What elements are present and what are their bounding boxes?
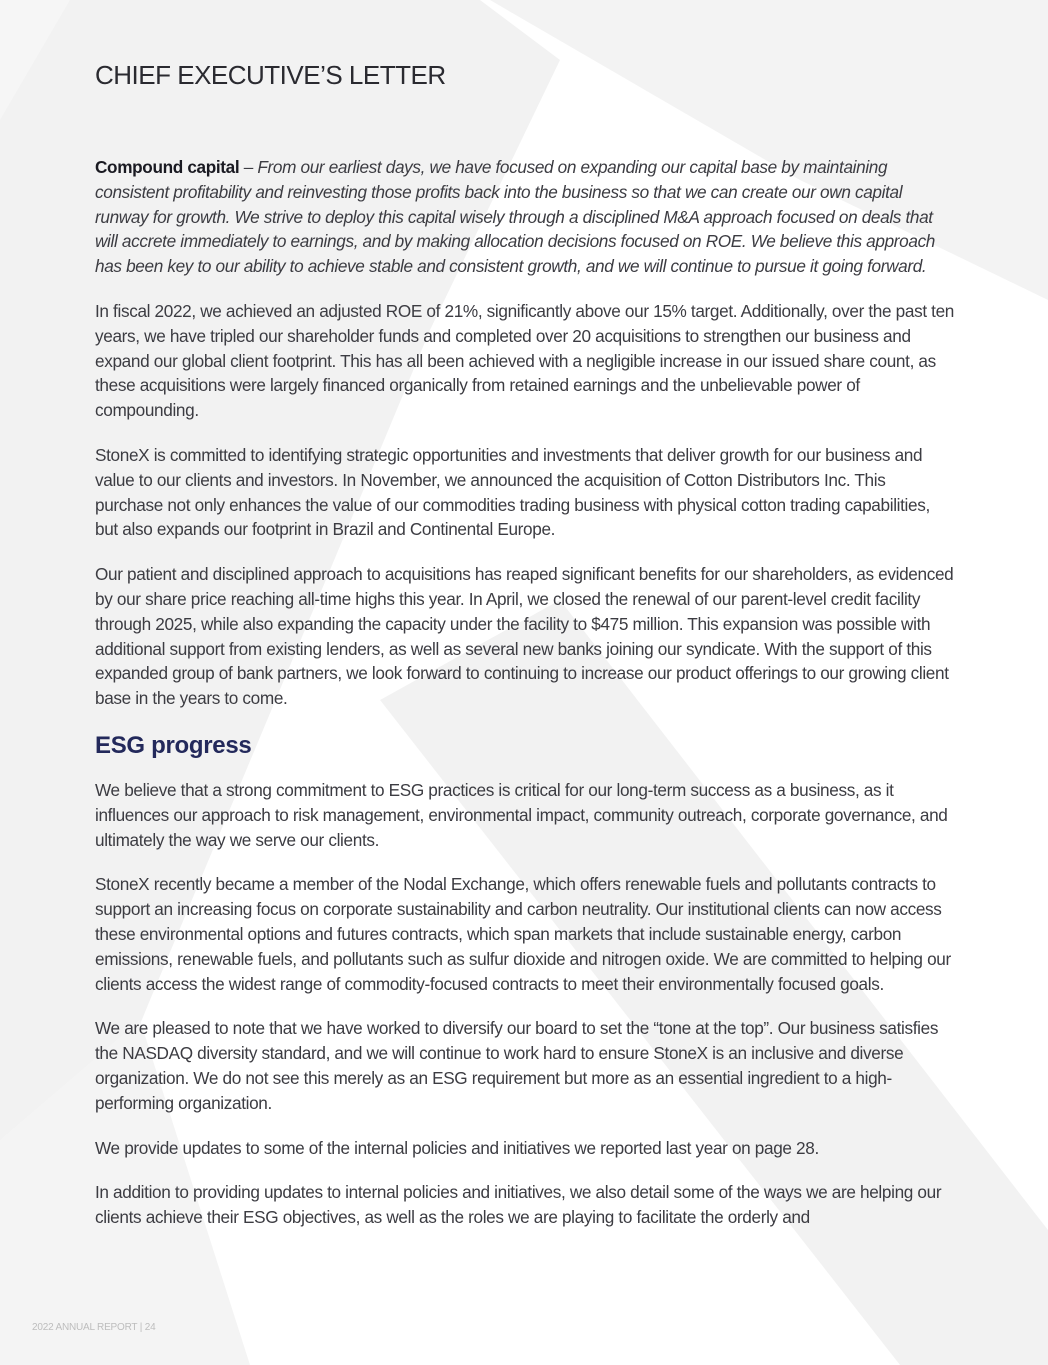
credit-facility-paragraph: Our patient and disciplined approach to acquisitions has reaped significant benefits for our shareholders, as evidenced by our share price reaching all-time highs this year. In April, we closed the renewal of our parent-level credit facility through 2025, while also expanding the capacity under the facility to $475 million. This expansion was possible with additional support from existing lenders, as well as several new banks joining our syndicate. With the support of this expanded group of bank partners, we look forward to continuing to increase our product offerings to our growing client base in the years to come.	[95, 564, 954, 709]
policy-updates-paragraph: We provide updates to some of the internal policies and initiatives we reported last year on page 28.	[95, 1137, 819, 1158]
compound-capital-lead: Compound capital	[95, 157, 240, 177]
page-footer: 2022 ANNUAL REPORT | 24	[32, 1322, 156, 1333]
esg-heading: ESG progress	[95, 731, 252, 759]
board-diversity-paragraph: We are pleased to note that we have worked to diversify our board to set the “tone at the top”. Our business satisfies the NASDAQ diversity standard, and we will continue to work hard to ensure StoneX is an inclusive and diverse organization. We do not see this merely as an ESG requirement but more as an essential ingredient to a high-performing organization.	[95, 1018, 939, 1113]
compound-capital-paragraph	[95, 155, 957, 279]
letter-body	[95, 155, 957, 1250]
page-title: CHIEF EXECUTIVE’S LETTER	[95, 60, 446, 90]
esg-commitment-paragraph: We believe that a strong commitment to ESG practices is critical for our long-term success as a business, as it influences our approach to risk management, environmental impact, community outreach, corporate governance, and ultimately the way we serve our clients.	[95, 779, 948, 850]
client-esg-paragraph: In addition to providing updates to internal policies and initiatives, we also detail some of the ways we are helping our clients achieve their ESG objectives, as well as the roles we are playing to facilitate the orderly and	[95, 1182, 942, 1228]
roe-paragraph: In fiscal 2022, we achieved an adjusted ROE of 21%, significantly above our 15% target. Additionally, over the past ten years, we have tripled our shareholder funds and completed over 20 acquisitions to strengthen our business and expand our global client footprint. This has all been achieved with a negligible increase in our issued share count, as these acquisitions were largely financed organically from retained earnings and the unbelievable power of compounding.	[95, 300, 955, 421]
nodal-exchange-paragraph: StoneX recently became a member of the Nodal Exchange, which offers renewable fuels and pollutants contracts to support an increasing focus on corporate sustainability and carbon neutrality. Our institutional clients can now access these environmental options and futures contracts, which span markets that include sustainable energy, carbon emissions, renewable fuels, and pollutants such as sulfur dioxide and nitrogen oxide. We are committed to helping our clients access the widest range of commodity-focused contracts to meet their environmentally focused goals.	[95, 874, 951, 994]
compound-capital-text: From our earliest days, we have focused on expanding our capital base by maintaining consistent profitability and reinvesting those profits back into the business so that we can create our own capital runway for growth. We strive to deploy this capital wisely through a disciplined M&A approach focused on deals that will accrete immediately to earnings, and by making allocation decisions focused on ROE. We believe this approach has been key to our ability to achieve stable and consistent growth, and we will continue to pursue it going forward.	[95, 157, 936, 277]
compound-capital-dash: –	[239, 157, 258, 177]
acquisition-paragraph: StoneX is committed to identifying strategic opportunities and investments that deliver growth for our business and value to our clients and investors. In November, we announced the acquisition of Cotton Distributors Inc. This purchase not only enhances the value of our commodities trading business with physical cotton trading capabilities, but also expands our footprint in Brazil and Continental Europe.	[95, 444, 930, 540]
